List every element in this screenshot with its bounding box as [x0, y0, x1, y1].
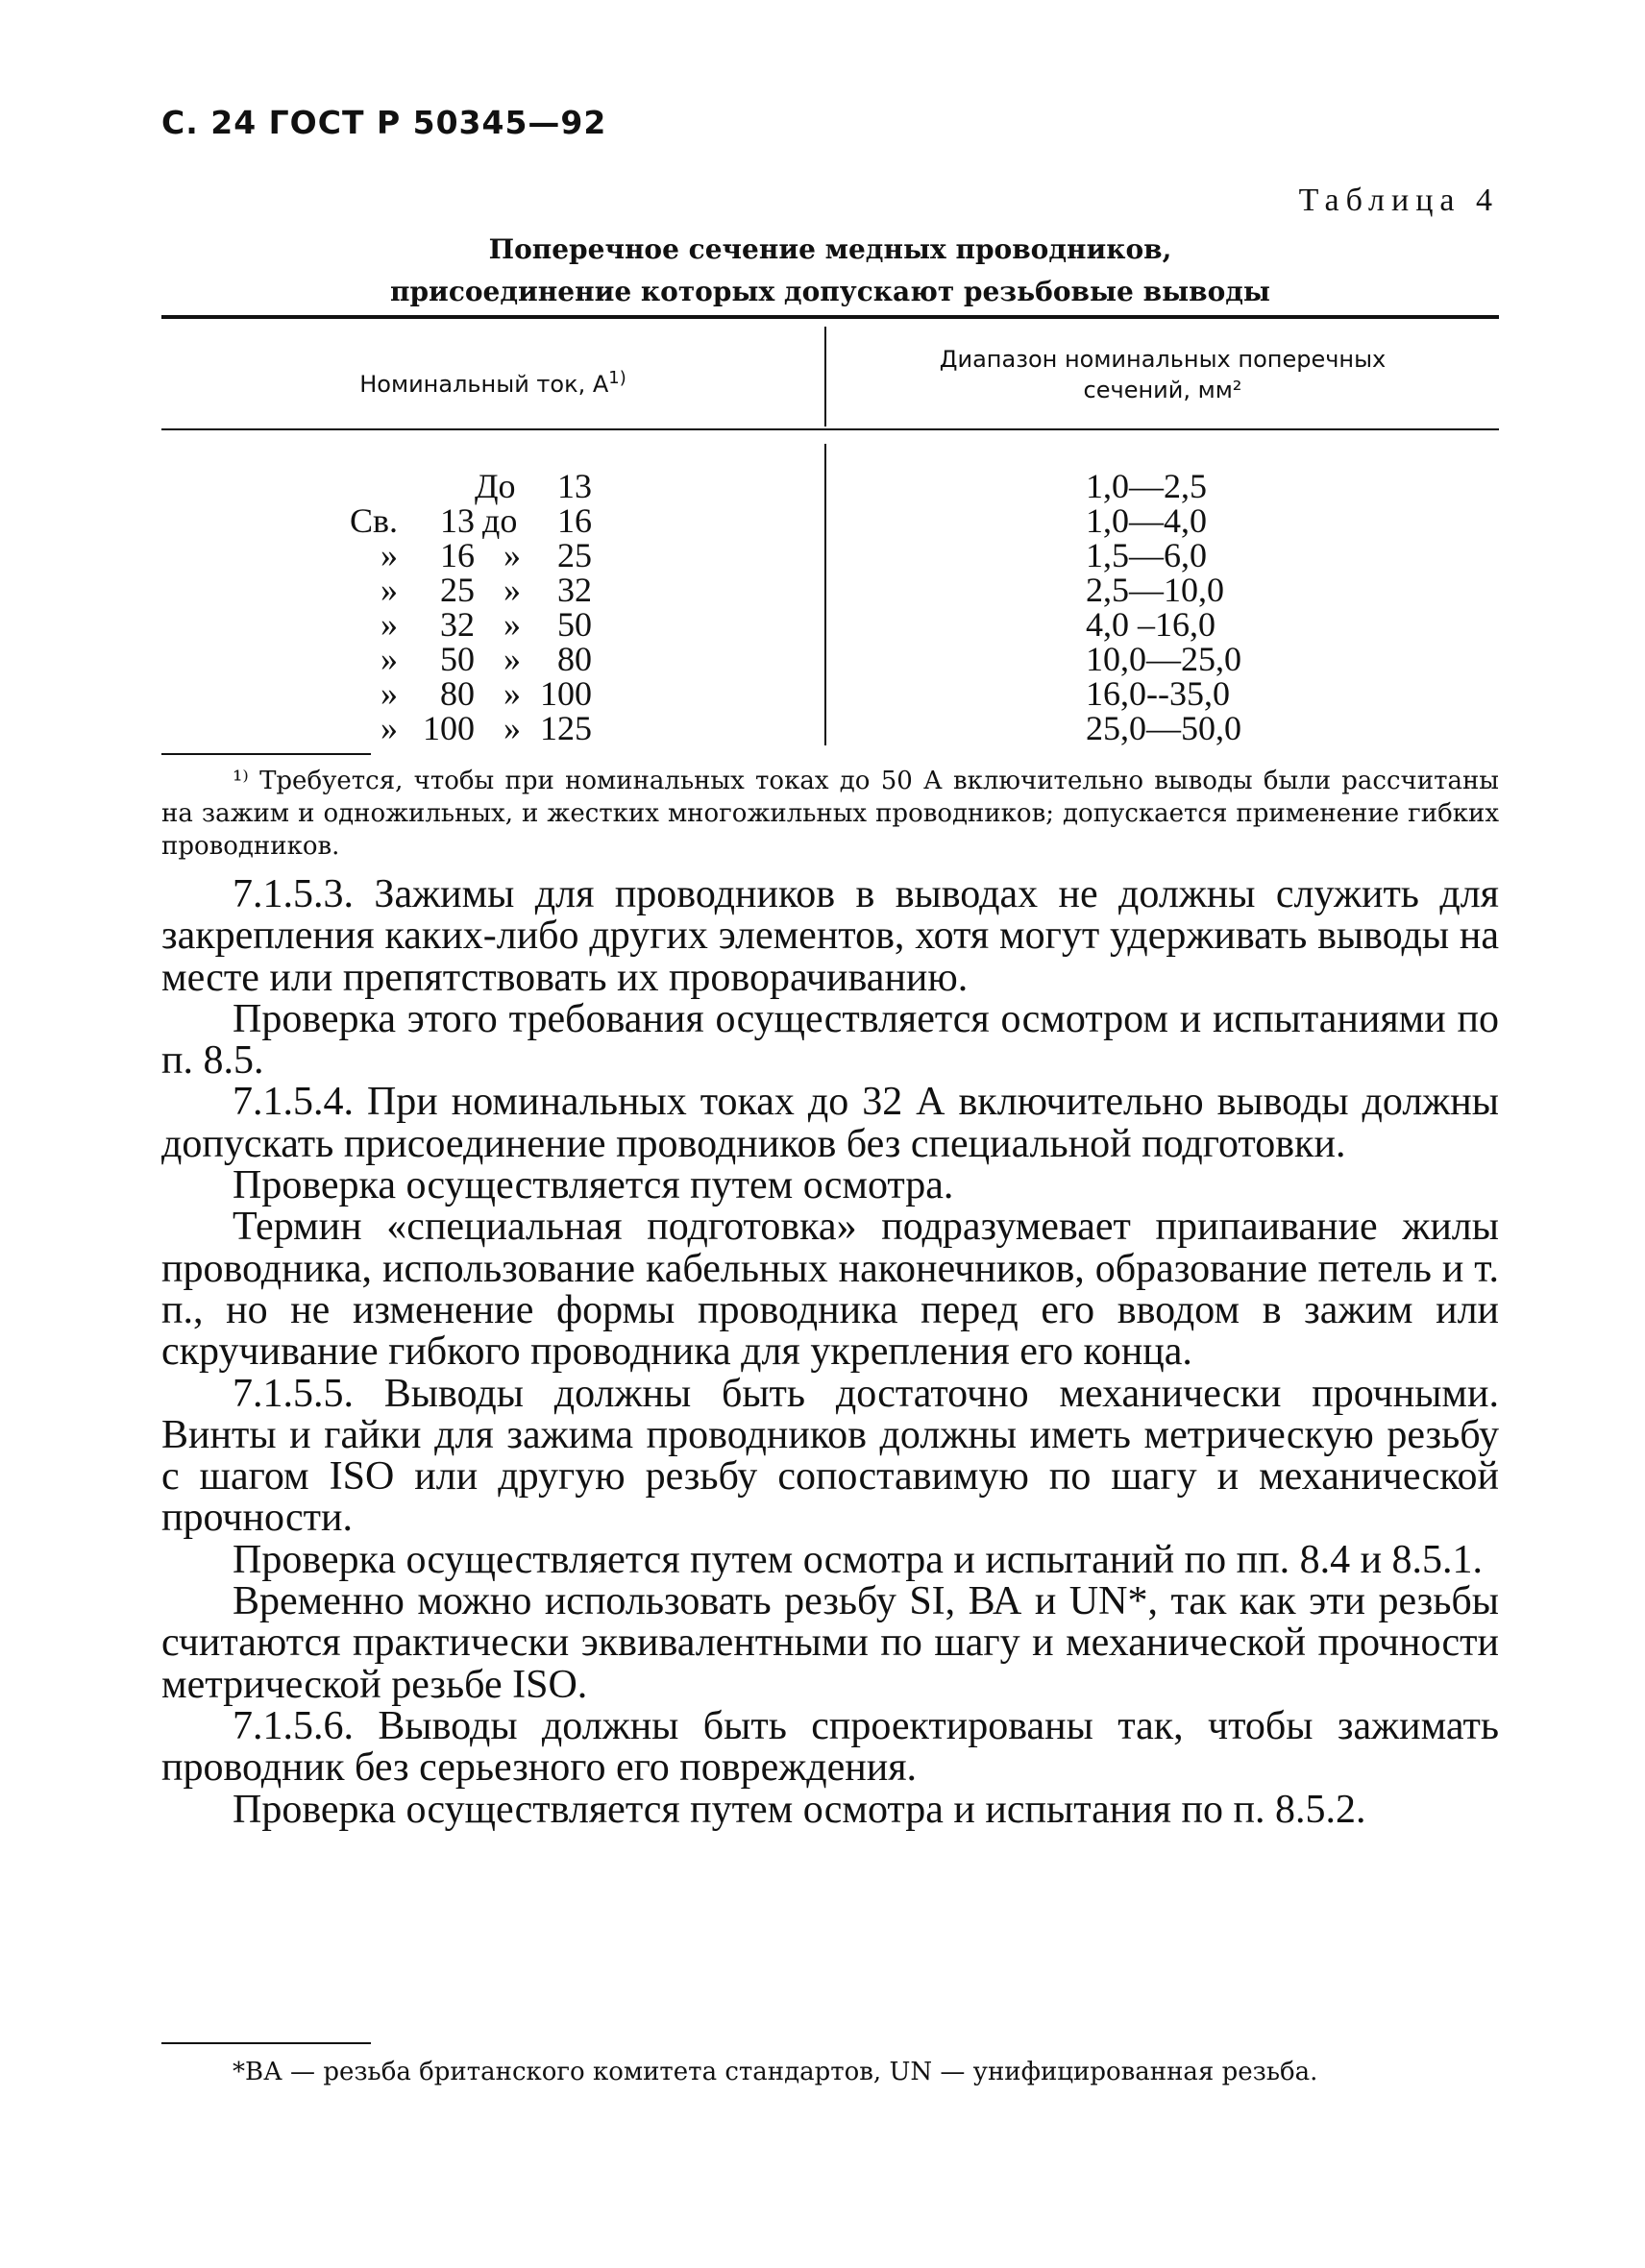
row-from: 16 — [440, 536, 475, 574]
row-op: до — [482, 501, 518, 540]
table-row — [0, 573, 824, 607]
row-op: » — [503, 571, 521, 609]
body-text — [161, 874, 1499, 1831]
paragraph: Проверка осуществляется путем осмотра и испытания по п. 8.5.2. — [233, 1787, 1366, 1832]
range-value: 2,5—10,0 — [1086, 571, 1224, 609]
column-header-current — [161, 363, 824, 400]
table-row — [0, 469, 824, 503]
table-row — [0, 538, 824, 573]
page-footnote — [161, 2056, 1499, 2088]
row-from: 32 — [440, 605, 475, 644]
table-top-rule — [161, 315, 1499, 319]
range-value: 10,0—25,0 — [1086, 640, 1241, 678]
row-to: 13 — [557, 467, 592, 505]
row-prefix: Св. — [349, 501, 398, 540]
column-header-section-line-2: сечений, мм² — [1083, 377, 1242, 403]
row-prefix: » — [381, 571, 398, 609]
row-to: 50 — [557, 605, 592, 644]
row-op: » — [503, 674, 521, 713]
table-title-line-1: Поперечное сечение медных проводников, — [488, 233, 1172, 265]
range-value: 1,5—6,0 — [1086, 536, 1207, 574]
paragraph: Проверка осуществляется путем осмотра и испытаний по пп. 8.4 и 8.5.1. — [233, 1537, 1484, 1582]
table-row — [0, 676, 824, 711]
table-title-line-2: присоединение которых допускают резьбовые выводы — [389, 276, 1270, 307]
paragraph-7-1-5-5: 7.1.5.5. Выводы должны быть достаточно механически прочными. Винты и гайки для зажима проводников должны иметь метрическую резьбу с шагом ISO или другую резьбу сопоставимую по шагу и механической прочности. — [161, 1371, 1499, 1541]
row-to: 80 — [557, 640, 592, 678]
row-to: 100 — [540, 674, 592, 713]
row-op: » — [503, 640, 521, 678]
row-from: 80 — [440, 674, 475, 713]
range-value: 1,0—2,5 — [1086, 467, 1207, 505]
column-header-section — [826, 344, 1499, 405]
table-title — [161, 229, 1499, 313]
page-footnote-rule — [161, 2042, 371, 2044]
column-header-current-text: Номинальный ток, А — [359, 371, 609, 398]
row-to: 25 — [557, 536, 592, 574]
row-from: 13 — [440, 501, 475, 540]
table-row — [0, 711, 824, 745]
table-footnote-rule — [161, 753, 371, 755]
row-from: 50 — [440, 640, 475, 678]
row-from: 100 — [423, 709, 475, 747]
table-row — [0, 642, 824, 676]
paragraph: Проверка осуществляется путем осмотра. — [233, 1163, 954, 1208]
current-column — [0, 469, 824, 745]
row-prefix: » — [381, 640, 398, 678]
table-row — [0, 503, 824, 538]
row-op: » — [503, 605, 521, 644]
range-value: 25,0—50,0 — [1086, 709, 1241, 747]
row-to: 125 — [540, 709, 592, 747]
paragraph: Временно можно использовать резьбу SI, ВА и UN*, так как эти резьбы считаются практически эквивалентными по шагу и механической прочности метрической резьбе ISO. — [161, 1579, 1499, 1707]
table-row — [0, 607, 824, 642]
range-value: 16,0--35,0 — [1086, 674, 1230, 713]
row-from: 25 — [440, 571, 475, 609]
table-header-rule — [161, 428, 1499, 430]
paragraph-7-1-5-3: 7.1.5.3. Зажимы для проводников в выводах не должны служить для закрепления каких-либо других элементов, хотя могут удерживать выводы на месте или препятствовать их проворачиванию. — [161, 872, 1499, 1000]
paragraph: Проверка этого требования осуществляется осмотром и испытаниями по п. 8.5. — [161, 996, 1499, 1084]
range-value: 4,0 –16,0 — [1086, 605, 1215, 644]
row-op: » — [503, 709, 521, 747]
column-header-section-line-1: Диапазон номинальных поперечных — [939, 346, 1387, 373]
section-range-column — [1086, 469, 1241, 745]
row-prefix: » — [381, 674, 398, 713]
page-footnote-text: *ВА — резьба британского комитета стандартов, UN — унифицированная резьба. — [233, 2058, 1318, 2086]
table-footnote — [161, 765, 1499, 863]
row-to: 16 — [557, 501, 592, 540]
row-prefix: » — [381, 605, 398, 644]
paragraph-7-1-5-6: 7.1.5.6. Выводы должны быть спроектированы так, чтобы зажимать проводник без серьезного его повреждения. — [161, 1703, 1499, 1791]
table-label: Таблица 4 — [1298, 183, 1499, 218]
row-to: 32 — [557, 571, 592, 609]
row-from: До — [475, 467, 516, 505]
column-header-footnote-mark: 1) — [608, 368, 626, 388]
row-prefix: » — [381, 709, 398, 747]
page-header: С. 24 ГОСТ Р 50345—92 — [161, 104, 607, 141]
paragraph: Термин «специальная подготовка» подразумевает припаивание жилы проводника, использование кабельных наконечников, образование петель и т. п., но не изменение формы проводника перед его вводом в зажим или скручивание гибкого проводника для укрепления его конца. — [161, 1205, 1499, 1375]
row-op: » — [503, 536, 521, 574]
paragraph-7-1-5-4: 7.1.5.4. При номинальных токах до 32 А включительно выводы должны допускать присоединение проводников без специальной подготовки. — [161, 1080, 1499, 1166]
table-body-divider — [824, 444, 826, 745]
table-footnote-text: ¹⁾ Требуется, чтобы при номинальных токах до 50 А включительно выводы были рассчитаны на зажим и одножильных, и жестких многожильных проводников; допускается применение гибких проводников. — [161, 767, 1499, 861]
row-prefix: » — [381, 536, 398, 574]
range-value: 1,0—4,0 — [1086, 501, 1207, 540]
